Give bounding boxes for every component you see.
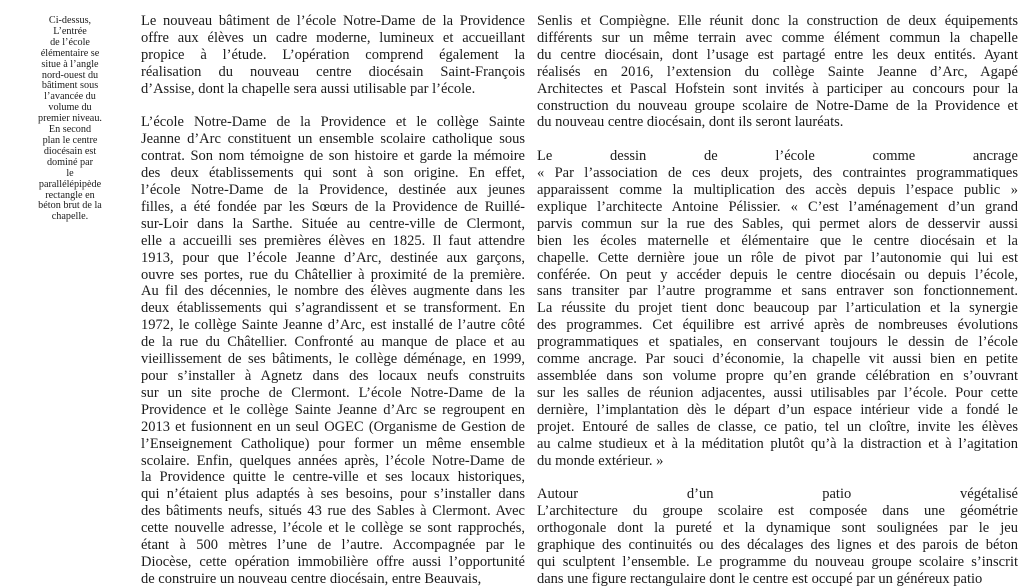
caption-line: premier niveau.: [38, 113, 102, 125]
text-line: propice à l’étude. L’opération comprend également la: [141, 46, 525, 63]
text-line: sur un site proche de Clermont. L’école Notre-Dame de la: [141, 384, 525, 401]
text-line: filles, a été fondée par les Sœurs de la Providence de Ruillé-: [141, 198, 525, 215]
caption-line: plan le centre: [42, 134, 98, 146]
text-line: assemblée dans son volume propre qu’en grande célébration en s’ouvrant: [537, 368, 1018, 385]
caption-line: bâtiment sous: [41, 80, 99, 92]
text-line: sans transiter par l’autre programme et sans entraver son fonctionnement.: [537, 283, 1018, 300]
text-line: contrat. Son nom témoigne de son histoire et garde la mémoire: [141, 148, 525, 165]
text-line: La réussite du projet tient donc beaucoup par l’articulation et la synergie: [537, 300, 1018, 317]
text-line: scolaire. Enfin, quelques années après, l’école Notre-Dame de: [141, 452, 525, 469]
text-line: dernière, l’implantation dès le départ d’un espace intérieur vide a fondé le: [537, 401, 1018, 418]
text-line: Le nouveau bâtiment de l’école Notre-Dame de la Providence: [141, 13, 525, 29]
paragraph: [141, 114, 525, 587]
caption-line: élémentaire se: [40, 47, 100, 59]
text-line: Autour d’un patio végétalisé: [537, 486, 1018, 503]
caption-line: volume du: [48, 102, 92, 114]
caption-line: nord-ouest du: [41, 69, 99, 81]
caption-line: situe à l’angle: [41, 58, 99, 70]
caption-line: rectangle en: [45, 189, 95, 201]
text-line: la Providence quitte le centre-ville et ses locaux historiques,: [141, 469, 525, 486]
caption-line: En second: [48, 124, 92, 136]
text-line: vieillissement de ses bâtiments, le collège déménage, en 1999,: [141, 351, 525, 368]
text-line: Providence et le collège Sainte Jeanne d’Arc se regroupent en: [141, 401, 525, 418]
text-line: des bâtiments neufs, situés 43 rue des Sables à Clermont. Avec: [141, 503, 525, 520]
text-line: chapelle. Cette dernière joue un rôle de pivot par l’autonomie qui lui est: [537, 249, 1018, 266]
text-line: 1913, pour que l’école Jeanne d’Arc, destinée aux garçons,: [141, 249, 525, 266]
caption-line: Ci-dessus,: [48, 15, 92, 26]
paragraph: [537, 148, 1018, 469]
text-line: du centre diocésain, dont l’usage est partagé entre les deux entités. Ayant: [537, 46, 1018, 63]
text-line: L’école Notre-Dame de la Providence et le collège Sainte: [141, 114, 525, 131]
text-line: réalisation du nouveau centre diocésain Saint-François: [141, 63, 525, 80]
caption-line: diocésain est: [43, 145, 97, 157]
text-line: « Par l’association de ces deux projets, des contraintes programmatiques: [537, 165, 1018, 182]
text-column-left: [141, 13, 525, 588]
text-line: 2013 et fusionnent en un seul OGEC (Organisme de Gestion de: [141, 418, 525, 435]
caption-line: chapelle.: [51, 211, 89, 223]
text-line: dans une figure rectangulaire dont le centre est occupé par un généreux patio: [537, 570, 983, 587]
text-line: construction du nouveau groupe scolaire de Notre-Dame de la Providence et: [537, 97, 1018, 114]
text-line: qui n’étaient plus adaptés à ses besoins, pour s’installer dans: [141, 486, 525, 503]
text-line: Diocèse, cette opération immobilière offre aussi l’opportunité: [141, 553, 525, 570]
text-line: sur les salles de réunion adjacentes, aussi utilisables par l’école. Pour cette: [537, 384, 1018, 401]
text-line: Le dessin de l’école comme ancrage: [537, 148, 1018, 165]
text-line: orthogonale dont la pureté et la dynamique sont soulignées par le jeu: [537, 520, 1018, 537]
text-line: des deux établissements qui sont à son origine. En effet,: [141, 165, 525, 182]
text-line: 1972, le collège Sainte Jeanne d’Arc, est installé de l’autre côté: [141, 317, 525, 334]
text-line: offre aux élèves un cadre moderne, lumineux et accueillant: [141, 29, 525, 46]
text-line: cette nouvelle adresse, l’école et le collège se sont rapprochés,: [141, 520, 525, 537]
text-line: différents sur un même terrain avec comme élément commun la chapelle: [537, 29, 1018, 46]
text-line: Jeanne d’Arc constituent un ensemble scolaire catholique sous: [141, 131, 525, 148]
paragraph: [141, 13, 525, 98]
paragraph: [537, 13, 1018, 131]
text-line: elle a accueilli ses premières élèves en 1825. Il faut attendre: [141, 232, 525, 249]
paragraph: [537, 486, 1018, 587]
text-line: projet. Entouré de salles de classe, ce patio, tel un cloître, invite les élèves: [537, 418, 1018, 435]
text-line: des programmes. Cet équilibre est arrivé après de nombreuses évolutions: [537, 317, 1018, 334]
text-line: explique l’architecte Antoine Pélissier. « C’est l’aménagement d’un grand: [537, 198, 1018, 215]
text-line: pour s’installer à Agnetz dans des locaux neufs construits: [141, 368, 525, 385]
text-line: programmatiques et spatiales, en conservant toujours le dessin de l’école: [537, 334, 1018, 351]
caption-line: dominé par: [46, 156, 94, 168]
text-line: bien les écoles maternelle et élémentaire que le centre diocésain et la: [537, 232, 1018, 249]
text-line: Architectes et Pascal Hofstein sont invités à participer au concours pour la: [537, 80, 1018, 97]
text-line: ouvre ses portes, rue du Châtellier à proximité de la première.: [141, 266, 525, 283]
text-line: comme ancrage. Par souci d’économie, la chapelle vit aussi bien en petite: [537, 351, 1018, 368]
text-line: de la rue du Châtellier. Confronté au manque de place et au: [141, 334, 525, 351]
text-line: au calme studieux et à la méditation plutôt qu’à la distraction et à l’agitation: [537, 435, 1018, 452]
text-line: Au fil des décennies, le nombre des élèves augmente dans les: [141, 283, 525, 300]
caption-line: béton brut de la: [38, 200, 102, 212]
text-line: apparaissent comme la multiplication des accès depuis l’espace public »: [537, 182, 1018, 199]
text-line: sur-Loir dans la Sarthe. Située au centre-ville de Clermont,: [141, 215, 525, 232]
text-line: deux établissements qui s’agrandissent et se transforment. En: [141, 300, 525, 317]
caption-line: de l’école: [50, 36, 90, 48]
caption-line: L’entrée: [53, 25, 87, 37]
text-column-right: [537, 13, 1018, 588]
text-line: l’Enseignement Catholique) pour former un même ensemble: [141, 435, 525, 452]
text-line: d’Assise, dont la chapelle sera aussi utilisable par l’école.: [141, 80, 476, 97]
text-line: du nouveau centre diocésain, dont ils seront lauréats.: [537, 114, 844, 131]
text-line: graphique des continuités ou des décalages des lignes et des parois de béton: [537, 537, 1018, 554]
text-line: réalisés en 2016, l’extension du collège Sainte Jeanne d’Arc, Agapé: [537, 63, 1018, 80]
text-line: du monde extérieur. »: [537, 452, 664, 469]
text-line: L’architecture du groupe scolaire est composée dans une géométrie: [537, 503, 1018, 520]
caption-line: parallélépipède: [38, 178, 102, 190]
caption-line: le: [66, 167, 74, 179]
text-line: de construire un nouveau centre diocésain, entre Beauvais,: [141, 570, 482, 587]
text-line: l’école Notre-Dame de la Providence, destinée aux jeunes: [141, 182, 525, 199]
text-line: parvis commun sur la rue des Sables, qui permet alors de desservir aussi: [537, 215, 1018, 232]
text-line: qui sculptent l’ensemble. Le programme du nouveau groupe scolaire s’inscrit: [537, 553, 1018, 570]
caption-line: l’avancée du: [44, 91, 96, 103]
photo-caption: [18, 16, 122, 223]
text-line: étant à 500 mètres l’une de l’autre. Accompagnée par le: [141, 537, 525, 554]
text-line: Senlis et Compiègne. Elle réunit donc la construction de deux équipements: [537, 13, 1018, 29]
text-line: conférée. On peut y accéder depuis le centre diocésain ou depuis l’école,: [537, 266, 1018, 283]
